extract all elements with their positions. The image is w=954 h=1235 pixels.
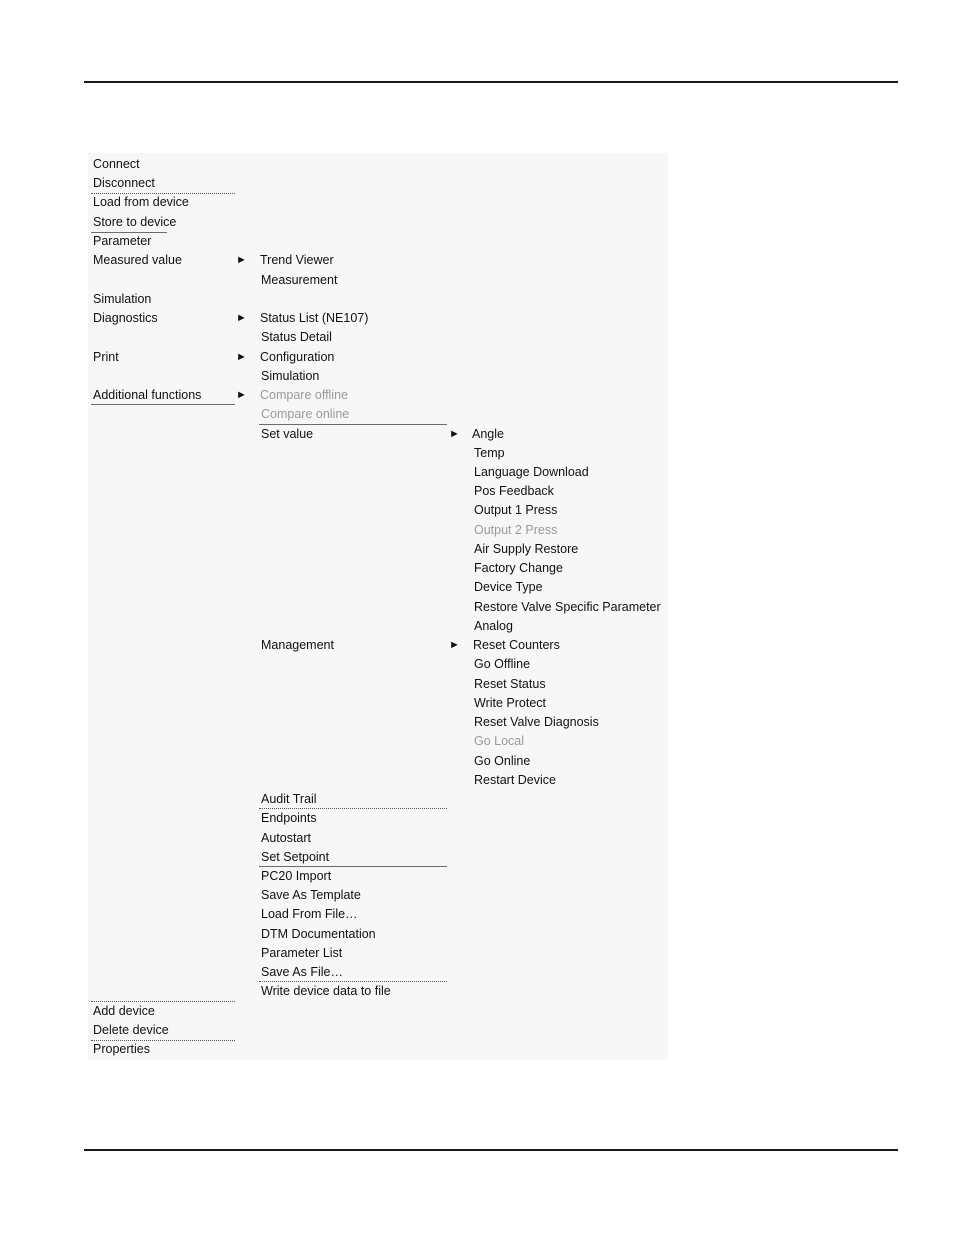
menu-separator xyxy=(259,981,447,982)
set-value-item-analog[interactable]: Analog xyxy=(474,619,513,633)
submenu-item-status-detail[interactable]: Status Detail xyxy=(261,330,332,344)
submenu-item-compare-online[interactable]: Compare online xyxy=(261,407,350,421)
submenu-item-endpoints[interactable]: Endpoints xyxy=(261,811,317,825)
menu-separator xyxy=(259,424,447,425)
management-item-go-offline[interactable]: Go Offline xyxy=(474,657,531,671)
menu-item-parameter[interactable]: Parameter xyxy=(93,234,152,248)
menu-separator xyxy=(91,193,235,194)
set-value-item-language-download[interactable]: Language Download xyxy=(474,465,589,479)
menu-item-additional-functions[interactable]: Additional functions xyxy=(93,388,202,402)
set-value-item-pos-feedback[interactable]: Pos Feedback xyxy=(474,484,554,498)
submenu-item-write-device-data-to-file[interactable]: Write device data to file xyxy=(261,984,391,998)
footer-rule xyxy=(84,1149,898,1151)
set-value-item-factory-change[interactable]: Factory Change xyxy=(474,561,563,575)
menu-item-add-device[interactable]: Add device xyxy=(93,1004,155,1018)
submenu-item-set-setpoint[interactable]: Set Setpoint xyxy=(261,850,330,864)
submenu-item-trend-viewer[interactable]: Trend Viewer xyxy=(260,253,334,267)
submenu-arrow-icon: ► xyxy=(236,254,247,266)
menu-item-delete-device[interactable]: Delete device xyxy=(93,1023,169,1037)
submenu-arrow-icon: ► xyxy=(449,639,460,651)
set-value-item-restore-valve-specific-parameter[interactable]: Restore Valve Specific Parameter xyxy=(474,600,661,614)
menu-item-properties[interactable]: Properties xyxy=(93,1042,150,1056)
menu-item-diagnostics[interactable]: Diagnostics xyxy=(93,311,158,325)
submenu-item-audit-trail[interactable]: Audit Trail xyxy=(261,792,317,806)
menu-item-print[interactable]: Print xyxy=(93,350,119,364)
set-value-item-device-type[interactable]: Device Type xyxy=(474,580,543,594)
management-item-restart-device[interactable]: Restart Device xyxy=(474,773,556,787)
submenu-item-parameter-list[interactable]: Parameter List xyxy=(261,946,343,960)
submenu-arrow-icon: ► xyxy=(236,312,247,324)
submenu-arrow-icon: ► xyxy=(449,428,460,440)
menu-separator xyxy=(259,808,447,809)
submenu-item-measurement[interactable]: Measurement xyxy=(261,273,338,287)
management-item-reset-valve-diagnosis[interactable]: Reset Valve Diagnosis xyxy=(474,715,599,729)
submenu-item-status-list[interactable]: Status List (NE107) xyxy=(260,311,369,325)
submenu-item-load-from-file[interactable]: Load From File… xyxy=(261,907,358,921)
menu-separator xyxy=(91,404,235,405)
management-item-reset-status[interactable]: Reset Status xyxy=(474,677,546,691)
menu-separator xyxy=(91,1040,235,1041)
menu-item-measured-value[interactable]: Measured value xyxy=(93,253,182,267)
management-item-go-local[interactable]: Go Local xyxy=(474,734,525,748)
submenu-item-save-as-template[interactable]: Save As Template xyxy=(261,888,361,902)
menu-item-store-to-device[interactable]: Store to device xyxy=(93,215,177,229)
menu-separator xyxy=(91,232,167,233)
submenu-item-save-as-file[interactable]: Save As File… xyxy=(261,965,343,979)
menu-item-disconnect[interactable]: Disconnect xyxy=(93,176,155,190)
set-value-item-angle[interactable]: Angle xyxy=(472,427,504,441)
menu-item-load-from-device[interactable]: Load from device xyxy=(93,195,189,209)
submenu-item-print-configuration[interactable]: Configuration xyxy=(260,350,335,364)
submenu-item-autostart[interactable]: Autostart xyxy=(261,831,312,845)
management-item-write-protect[interactable]: Write Protect xyxy=(474,696,547,710)
submenu-item-print-simulation[interactable]: Simulation xyxy=(261,369,320,383)
submenu-item-management[interactable]: Management xyxy=(261,638,334,652)
menu-item-simulation[interactable]: Simulation xyxy=(93,292,152,306)
set-value-item-output-2-press[interactable]: Output 2 Press xyxy=(474,523,558,537)
menu-item-connect[interactable]: Connect xyxy=(93,157,140,171)
management-item-go-online[interactable]: Go Online xyxy=(474,754,531,768)
submenu-arrow-icon: ► xyxy=(236,351,247,363)
menu-separator xyxy=(259,866,447,867)
submenu-arrow-icon: ► xyxy=(236,389,247,401)
submenu-item-set-value[interactable]: Set value xyxy=(261,427,314,441)
set-value-item-output-1-press[interactable]: Output 1 Press xyxy=(474,503,558,517)
management-item-reset-counters[interactable]: Reset Counters xyxy=(473,638,560,652)
menu-separator xyxy=(91,1001,235,1002)
submenu-item-pc20-import[interactable]: PC20 Import xyxy=(261,869,332,883)
header-rule xyxy=(84,81,898,83)
submenu-item-dtm-documentation[interactable]: DTM Documentation xyxy=(261,927,376,941)
set-value-item-temp[interactable]: Temp xyxy=(474,446,505,460)
set-value-item-air-supply-restore[interactable]: Air Supply Restore xyxy=(474,542,579,556)
submenu-item-compare-offline[interactable]: Compare offline xyxy=(260,388,349,402)
